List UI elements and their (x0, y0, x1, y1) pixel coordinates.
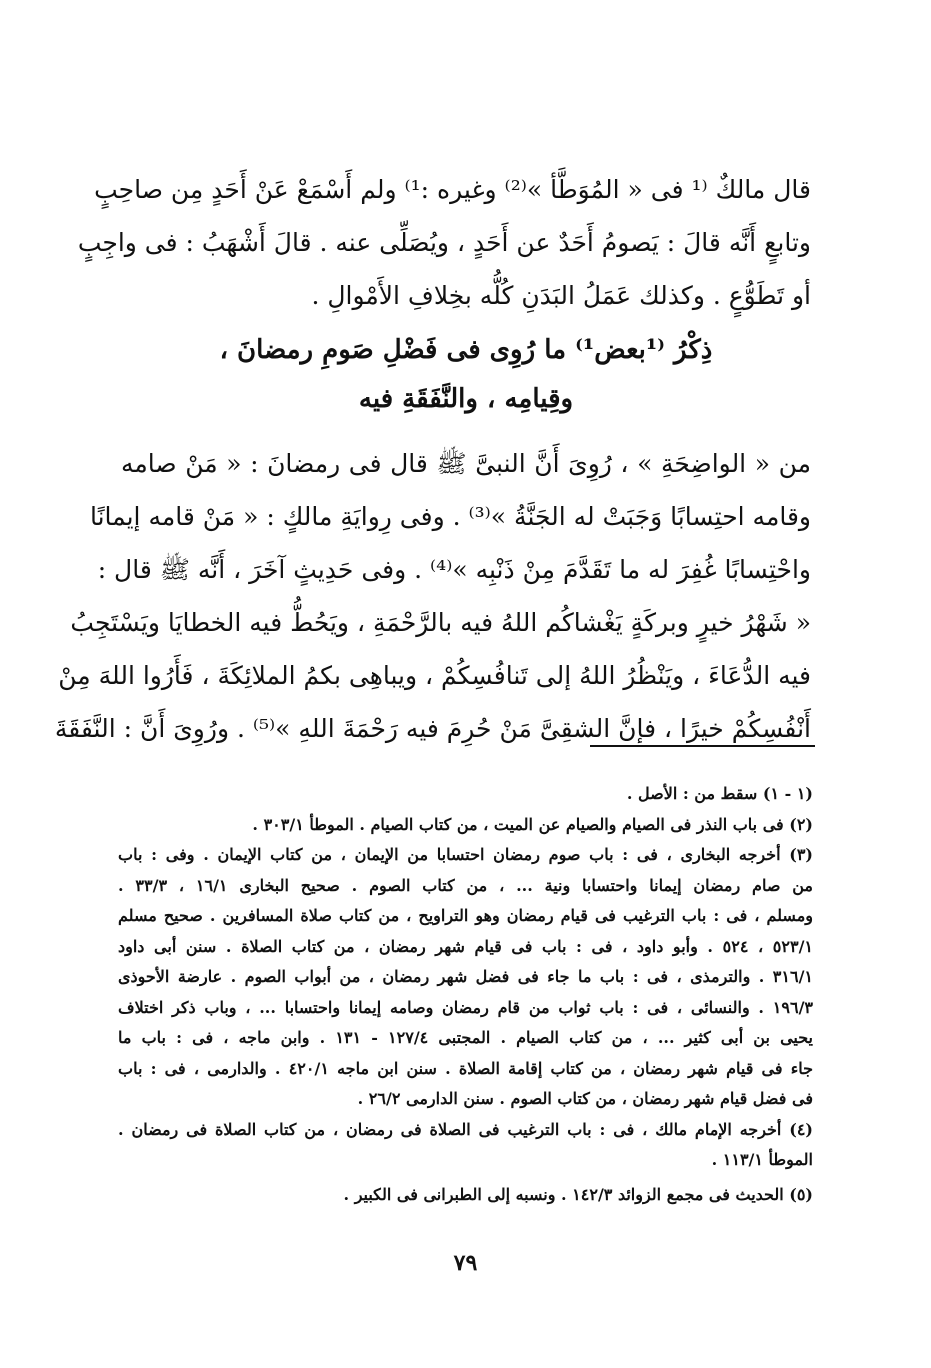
footnote-line: (١ - ١) سقط من : الأصل . (626, 784, 813, 803)
intro-line: وتابعٍ أَنَّه قالَ : يَصومُ أَحَدٌ عن أَحَدٍ ، ويُصَلِّى عنه . قالَ أَشْهَبُ : فى واجِبٍ (77, 228, 811, 257)
footnote-line: ٣١٦/١ . والترمذى ، فى : باب ما جاء فى فضل شهر رمضان ، من أبواب الصوم . عارضة الأحوذى (118, 967, 813, 986)
section-heading-line-2: وقِيامِه ، والنَّفَقَةِ فيه (358, 384, 574, 414)
footnote-line: ١٩٦/٣ . والنسائى ، فى : باب ثواب من قام رمضان وصامه إيمانا واحتسابا ... ، وباب ذكر اختلاف (118, 997, 813, 1017)
intro-paragraph (77, 163, 811, 322)
footnote-2 (118, 810, 813, 841)
footnote-line: (٣) أخرجه البخارى ، فى : باب صوم رمضان احتسابا من الإيمان ، من كتاب الإيمان . وفى : باب (118, 845, 813, 864)
footnote-line: جاء فى قيام شهر رمضان ، من كتاب إقامة الصلاة . سنن ابن ماجه ٤٢٠/١ . والدارمى ، فى : باب (118, 1058, 814, 1078)
main-line: واحْتِسابًا غُفِرَ له ما تَقَدَّمَ مِنْ ذَنْبِه »⁽⁴⁾ . وفى حَدِيثٍ آخَرَ ، أَنَّه ﷺ قال : (97, 555, 811, 584)
main-line: وقامه احتِسابًا وَجَبَتْ له الجَنَّةُ »⁽³⁾ . وفى رِوايَةِ مالكٍ : « مَنْ قامه إيمانًا (89, 502, 811, 531)
footnote-4 (118, 1115, 813, 1176)
footnote-divider (590, 745, 815, 747)
footnote-3 (118, 840, 813, 1115)
main-line: فيه الدُّعَاءَ ، ويَنْظُرُ اللهُ إلى تَنافُسِكُمْ ، ويباهِى بكمُ الملائِكَةَ ، فَأَرُوا اللهَ مِنْ (58, 661, 811, 690)
footnote-line: ٥٢٣/١ ، ٥٢٤ . وأبو داود ، فى : باب فى قيام شهر رمضان ، من كتاب الصلاة . سنن أبى داود (118, 936, 814, 956)
footnote-line: من صام رمضان إيمانا واحتسابا ونية ... ، من كتاب الصوم . صحيح البخارى ١٦/١ ، ٣٣/٣ . (118, 875, 814, 895)
footnotes (118, 779, 813, 1210)
intro-line: قال مالكٌ ⁽¹ فى « المُوَطَّأ »⁽²⁾ وغيره :¹⁾ ولم أَسْمَعْ عَنْ أَحَدٍ مِن صاحِبٍ (94, 175, 811, 204)
page-number: ٧٩ (453, 1250, 478, 1276)
footnote-line: (٤) أخرجه الإمام مالك ، فى : باب الترغيب فى الصلاة فى رمضان ، من كتاب الصلاة فى رمضان . (118, 1119, 813, 1139)
footnote-5 (118, 1180, 813, 1211)
intro-line: أو تَطَوُّعٍ . وكذلك عَمَلُ البَدَنِ كُلُّه بخِلافِ الأَمْوالِ . (311, 281, 811, 310)
main-paragraph (54, 437, 811, 755)
section-heading-line-1: ذِكْرُ ⁽¹بعض¹⁾ ما رُوِى فى فَضْلِ صَومِ رمضانَ ، (219, 335, 713, 365)
main-line: أَنْفُسِكُمْ خيرًا ، فإنَّ الشقِىَّ مَنْ حُرِمَ فيه رَحْمَةَ اللهِ »⁽⁵⁾ . ورُوِىَ أَنَّ : النَّفَقَةَ (54, 714, 811, 743)
section-heading (121, 326, 811, 424)
main-line: من « الواضِحَةِ » ، رُوِىَ أَنَّ النبىَّ ﷺ قال فى رمضانَ : « مَنْ صامه (121, 449, 811, 478)
footnote-line: يحيى بن أبى كثير ... ، من كتاب الصيام . المجتبى ١٢٧/٤ - ١٣١ . وابن ماجه ، فى : باب ما (118, 1028, 814, 1047)
footnote-line: (٢) فى باب النذر فى الصيام والصيام عن الميت ، من كتاب الصيام . الموطأ ٣٠٣/١ . (252, 814, 813, 834)
footnote-line: الموطأ ١١٣/١ . (711, 1150, 813, 1169)
footnote-line: (٥) الحديث فى مجمع الزوائد ١٤٢/٣ . ونسبه إلى الطبرانى فى الكبير . (343, 1184, 813, 1204)
footnote-line: فى فضل قيام شهر رمضان ، من كتاب الصوم . سنن الدارمى ٢٦/٢ . (357, 1089, 813, 1108)
footnote-line: ومسلم ، فى : باب الترغيب فى قيام رمضان وهو التراويح ، من كتاب صلاة المسافرين . صحيح مسلم (118, 906, 814, 925)
main-line: « شَهْرُ خيرٍ وبركَةٍ يَغْشاكُم اللهُ فيه بالرَّحْمَةِ ، ويَحُطُّ فيه الخطايَا ويَسْتَجِبُ (70, 608, 811, 637)
footnote-1 (118, 779, 813, 810)
